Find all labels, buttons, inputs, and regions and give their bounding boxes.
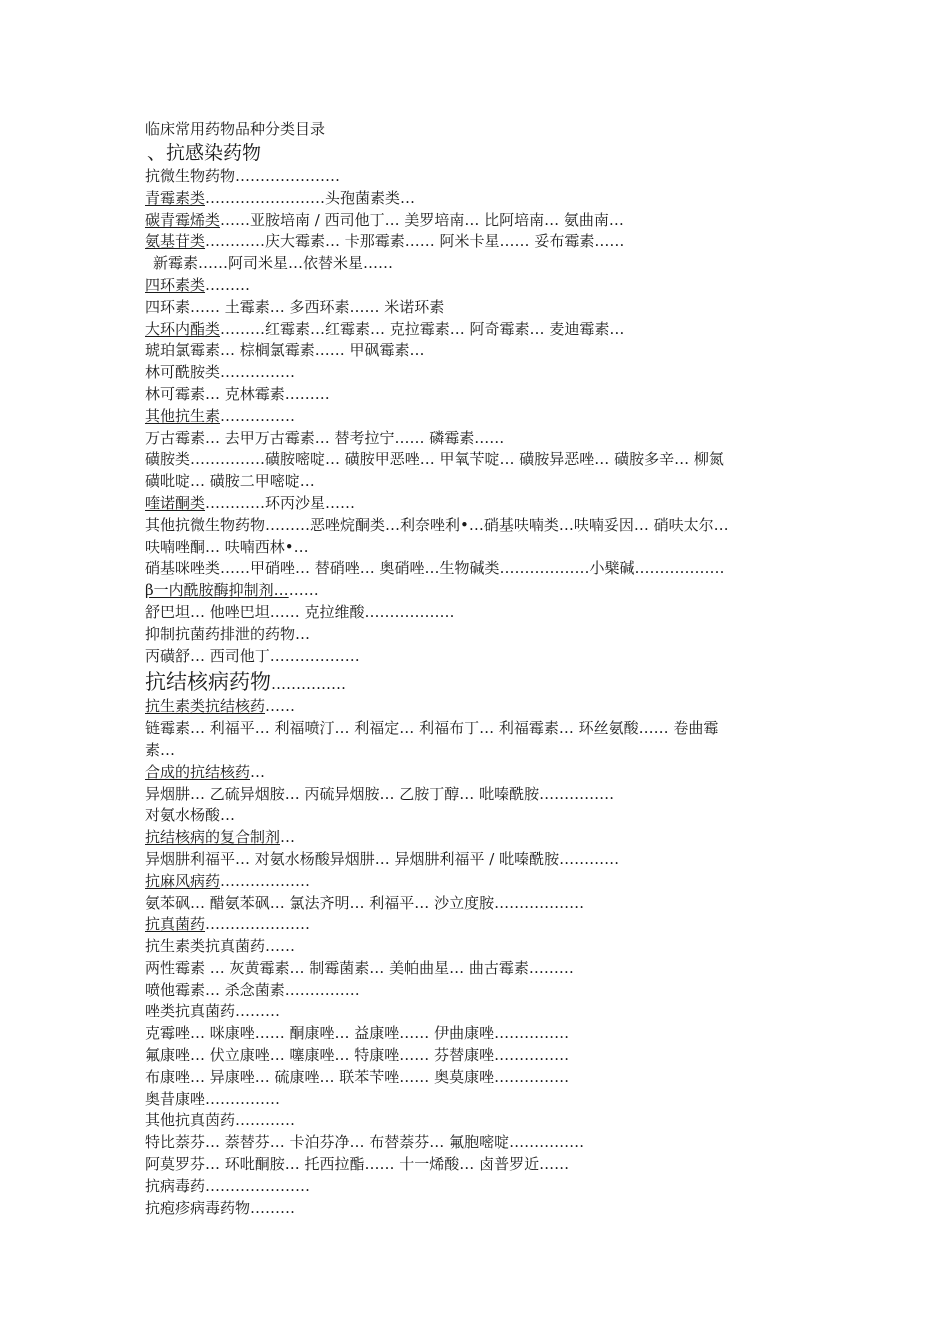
catalog-line bbox=[145, 696, 825, 718]
catalog-line bbox=[145, 827, 825, 849]
line-text: 抑制抗菌药排泄的药物… bbox=[145, 624, 311, 643]
catalog-line bbox=[145, 1110, 825, 1132]
catalog-line bbox=[145, 362, 825, 384]
catalog-line bbox=[145, 449, 825, 471]
line-text: 林可酰胺类…………… bbox=[145, 363, 296, 382]
line-text: 异烟肼利福平… 对氨水杨酸异烟肼… 异烟肼利福平 / 吡嗪酰胺………… bbox=[145, 849, 620, 868]
catalog-line bbox=[145, 1176, 825, 1198]
catalog-line bbox=[145, 558, 825, 580]
category-heading: 喹诺酮类 bbox=[145, 493, 206, 512]
line-text: 链霉素… 利福平… 利福喷汀… 利福定… 利福布丁… 利福霉素… 环丝氨酸…… 卷曲霉 bbox=[145, 719, 719, 738]
catalog-line bbox=[145, 958, 825, 980]
catalog-line bbox=[145, 805, 825, 827]
category-heading: 青霉素类 bbox=[145, 188, 206, 207]
catalog-line bbox=[145, 428, 825, 450]
line-text: 素… bbox=[145, 740, 176, 759]
catalog-line bbox=[145, 602, 825, 624]
line-text: 舒巴坦… 他唑巴坦…… 克拉维酸……………… bbox=[145, 602, 455, 621]
catalog-line bbox=[145, 166, 825, 188]
catalog-line bbox=[145, 253, 825, 275]
catalog-line bbox=[145, 1154, 825, 1176]
section-heading-anti-infective: 、抗感染药物 bbox=[147, 142, 262, 164]
line-text: … bbox=[280, 828, 296, 847]
catalog-line bbox=[145, 515, 825, 537]
line-text: 抗生素类抗真菌药…… bbox=[145, 937, 296, 956]
line-text: …… bbox=[288, 581, 319, 600]
category-heading: 四环素类 bbox=[145, 275, 206, 294]
line-text: 丙磺舒… 西司他丁……………… bbox=[145, 646, 360, 665]
line-text: 布康唑… 异康唑… 硫康唑… 联苯苄唑…… 奥莫康唑…………… bbox=[145, 1067, 570, 1086]
category-heading: 抗麻风病药 bbox=[145, 871, 221, 890]
line-text: ……………………头孢菌素类… bbox=[205, 188, 416, 207]
catalog-line bbox=[145, 231, 825, 253]
line-text: 唑类抗真菌药……… bbox=[145, 1002, 281, 1021]
line-text: 硝基咪唑类……甲硝唑… 替硝唑… 奥硝唑…生物碱类………………小檗碱……………… bbox=[145, 559, 725, 578]
catalog-line bbox=[145, 1023, 825, 1045]
category-heading: 大环内酯类 bbox=[145, 319, 221, 338]
document-title: 临床常用药物品种分类目录 bbox=[145, 120, 326, 138]
line-text: 对氨水杨酸… bbox=[145, 806, 236, 825]
line-text: …………环丙沙星…… bbox=[205, 493, 356, 512]
catalog-line bbox=[145, 537, 825, 559]
catalog-line bbox=[145, 471, 825, 493]
category-heading: 碳青霉烯类 bbox=[145, 210, 221, 229]
document-content bbox=[145, 118, 825, 1219]
line-text: 琥珀氯霉素… 棕榈氯霉素…… 甲砜霉素… bbox=[145, 341, 425, 360]
line-text: 其他抗真茵药………… bbox=[145, 1111, 296, 1130]
catalog-line bbox=[145, 646, 825, 668]
line-text: …………… bbox=[220, 406, 296, 425]
catalog-line bbox=[145, 624, 825, 646]
catalog-line bbox=[145, 210, 825, 232]
catalog-line bbox=[145, 297, 825, 319]
line-text: 奥昔康唑…………… bbox=[145, 1089, 281, 1108]
line-text: 克霉唑… 咪康唑…… 酮康唑… 益康唑…… 伊曲康唑…………… bbox=[145, 1024, 570, 1043]
category-heading: 抗生素类抗结核药 bbox=[145, 697, 266, 716]
catalog-line bbox=[145, 1067, 825, 1089]
catalog-line bbox=[145, 319, 825, 341]
line-text: 抗疱疹病毒药物……… bbox=[145, 1198, 296, 1217]
catalog-line bbox=[145, 762, 825, 784]
line-text: 四环素…… 土霉素… 多西环素…… 米诺环素 bbox=[145, 297, 445, 316]
line-text: 呋喃唑酮… 呋喃西林•… bbox=[145, 537, 309, 556]
catalog-line bbox=[145, 784, 825, 806]
category-heading: β一内酰胺酶抑制剂… bbox=[145, 581, 289, 600]
line-text: 氟康唑… 伏立康唑… 噻康唑… 特康唑…… 芬替康唑…………… bbox=[145, 1046, 570, 1065]
line-text: 其他抗微生物药物………恶唑烷酮类…利奈唑利•…硝基呋喃类…呋喃妥因… 硝呋太尔… bbox=[145, 515, 729, 534]
catalog-line bbox=[145, 740, 825, 762]
catalog-line bbox=[145, 893, 825, 915]
section-heading-text: 抗结核病药物 bbox=[145, 670, 271, 695]
catalog-line bbox=[145, 406, 825, 428]
line-text: 氨苯砜… 醋氨苯砜… 氯法齐明… 利福平… 沙立度胺……………… bbox=[145, 893, 585, 912]
category-heading: 其他抗生素 bbox=[145, 406, 221, 425]
line-text: …… bbox=[265, 697, 296, 716]
line-text: 两性霉素 … 灰黄霉素… 制霉菌素… 美帕曲星… 曲古霉素……… bbox=[145, 958, 574, 977]
catalog-line bbox=[145, 493, 825, 515]
line-text: … bbox=[250, 762, 266, 781]
catalog-line bbox=[145, 849, 825, 871]
section-anti-infective-list bbox=[145, 166, 825, 667]
line-text: 喷他霉素… 杀念菌素…………… bbox=[145, 980, 360, 999]
line-text: ………………… bbox=[205, 915, 311, 934]
line-text: ………红霉素…红霉素… 克拉霉素… 阿奇霉素… 麦迪霉素… bbox=[220, 319, 625, 338]
catalog-line bbox=[145, 1198, 825, 1220]
catalog-line bbox=[145, 580, 825, 602]
category-heading: 抗真菌药 bbox=[145, 915, 206, 934]
line-text: 新霉素……阿司米星…依替米星…… bbox=[153, 254, 394, 273]
catalog-line bbox=[145, 980, 825, 1002]
catalog-line bbox=[145, 340, 825, 362]
line-text: 抗微生物药物………………… bbox=[145, 167, 341, 185]
catalog-line bbox=[145, 1089, 825, 1111]
section-anti-tuberculosis-list bbox=[145, 696, 825, 1219]
line-text: 特比萘芬… 萘替芬… 卡泊芬净… 布替萘芬… 氟胞嘧啶…………… bbox=[145, 1133, 585, 1152]
catalog-line bbox=[145, 384, 825, 406]
catalog-line bbox=[145, 275, 825, 297]
line-text: 磺吡啶… 磺胺二甲嘧啶… bbox=[145, 472, 315, 491]
line-text: …………庆大霉素… 卡那霉素…… 阿米卡星…… 妥布霉素…… bbox=[205, 232, 625, 251]
line-text: ……………… bbox=[220, 871, 311, 890]
catalog-line bbox=[145, 1132, 825, 1154]
catalog-line bbox=[145, 188, 825, 210]
line-text: 异烟肼… 乙硫异烟胺… 丙硫异烟胺… 乙胺丁醇… 吡嗪酰胺…………… bbox=[145, 784, 615, 803]
line-text: 万古霉素… 去甲万古霉素… 替考拉宁…… 磷霉素…… bbox=[145, 428, 505, 447]
section-heading-leader-dots: …………… bbox=[271, 675, 346, 694]
section-heading-anti-tuberculosis bbox=[145, 669, 825, 696]
catalog-line bbox=[145, 1001, 825, 1023]
category-heading: 氨基苷类 bbox=[145, 232, 206, 251]
catalog-line bbox=[145, 871, 825, 893]
category-heading: 合成的抗结核药 bbox=[145, 762, 251, 781]
catalog-line bbox=[145, 914, 825, 936]
catalog-line bbox=[145, 1045, 825, 1067]
line-text: 抗病毒药………………… bbox=[145, 1176, 311, 1195]
catalog-line bbox=[145, 718, 825, 740]
line-text: ……… bbox=[205, 275, 251, 294]
line-text: 林可霉素… 克林霉素……… bbox=[145, 384, 330, 403]
catalog-line bbox=[145, 936, 825, 958]
line-text: 阿莫罗芬… 环吡酮胺… 托西拉酯…… 十一烯酸… 卤普罗近…… bbox=[145, 1155, 570, 1174]
line-text: 磺胺类……………磺胺嘧啶… 磺胺甲恶唑… 甲氧苄啶… 磺胺异恶唑… 磺胺多辛… 柳氮 bbox=[145, 450, 724, 469]
line-text: ……亚胺培南 / 西司他丁… 美罗培南… 比阿培南… 氨曲南… bbox=[220, 210, 624, 229]
category-heading: 抗结核病的复合制剂 bbox=[145, 828, 281, 847]
